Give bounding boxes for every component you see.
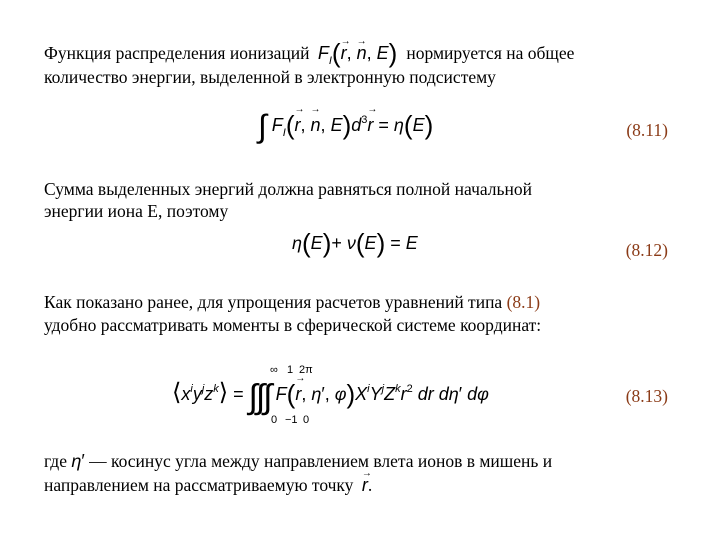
- lower-limit-eta: −1: [285, 414, 298, 426]
- paragraph-3-line-1: [44, 291, 684, 313]
- equation-8-11: ∫ $F_I(\to r$, → n, $E)d^3\to r = \eta(E)$: [258, 108, 433, 145]
- equation-8-12: η(E)+ ν(E) = E: [292, 228, 418, 258]
- upper-limit-eta: 1: [287, 364, 294, 376]
- paragraph-4-period: .: [367, 475, 373, 495]
- inline-formula-fi: $F_I(\to r$, → n, E): [318, 43, 402, 63]
- inline-formula-eta-prime: η′: [71, 451, 85, 471]
- paragraph-4-text-after: — косинус угла между направлением влета ионов в мишень и: [89, 451, 553, 471]
- equation-reference-8-1[interactable]: (8.1): [506, 292, 541, 312]
- paragraph-2-line-1: Сумма выделенных энергий должна равняться полной начальной: [44, 179, 533, 199]
- paragraph-1-text-after: нормируется на общее: [406, 43, 575, 63]
- paragraph-2-line-2: энергии иона E, поэтому: [44, 201, 229, 221]
- paragraph-4-text-before: где: [44, 451, 67, 471]
- paragraph-1-line-2: количество энергии, выделенной в электронную подсистему: [44, 67, 496, 87]
- paragraph-4-line-2-text: направлением на рассматриваемую точку: [44, 475, 354, 495]
- lower-limit-r: 0: [271, 414, 278, 426]
- lower-limit-phi: 0: [303, 414, 310, 426]
- paragraph-3-text-before: Как показано ранее, для упрощения расчетов уравнений типа: [44, 292, 503, 312]
- equation-number-8-13: (8.13): [625, 386, 668, 406]
- equation-number-8-11: (8.11): [626, 120, 668, 140]
- upper-limit-r: ∞: [270, 364, 278, 376]
- paragraph-1-text-before: Функция распределения ионизаций: [44, 43, 310, 63]
- equation-8-13-body: $⟨x^iy^jz^k⟩$ = ∫∫∫ F(→ r, η′, $\varphi)X^iY^jZ^kr^2$ dr dη′ dφ: [172, 378, 489, 417]
- paragraph-4-line-2: [44, 474, 684, 496]
- paragraph-3-line-2: удобно рассматривать моменты в сферической системе координат:: [44, 315, 542, 335]
- equation-number-8-12: (8.12): [625, 240, 668, 260]
- inline-formula-vector-r: → r: [362, 474, 368, 496]
- upper-limit-phi: 2π: [299, 364, 313, 376]
